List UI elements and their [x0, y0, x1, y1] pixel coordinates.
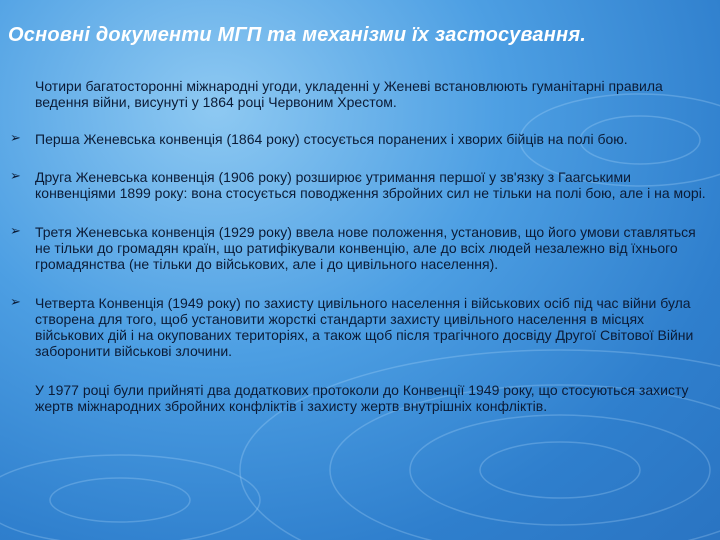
list-item-text: Перша Женевська конвенція (1864 року) стосується поранених і хворих бійців на полі бою. — [35, 131, 628, 147]
arrow-bullet-icon: ➢ — [10, 224, 21, 239]
list-item — [10, 224, 711, 272]
list-item-text: Четверта Конвенція (1949 року) по захисту цивільного населення і військових осіб під час війни була створена для того, щоб установити жорсткі стандарти захисту цивільного населення в місцях військових дій і на окупованих територіях, а також щоб після трагічного досвіду Другої Світової Війни заборонити військові злочини. — [35, 295, 694, 359]
slide-title: Основні документи МГП та механізми їх застосування. — [8, 24, 587, 46]
arrow-bullet-icon: ➢ — [10, 131, 21, 146]
slide-body — [0, 78, 720, 414]
intro-paragraph: Чотири багатосторонні міжнародні угоди, укладенні у Женеві встановлюють гуманітарні правила ведення війни, висунуті у 1864 році Червоним Хрестом. — [35, 78, 663, 110]
list-item-text: Третя Женевська конвенція (1929 року) ввела нове положення, установив, що його умови ставляться не тільки до громадян країн, що ратифікували конвенцію, але до всіх людей незалежно від їхнього громадянства (не тільки до військових, але і до цивільного населення). — [35, 224, 696, 272]
arrow-bullet-icon: ➢ — [10, 169, 21, 184]
list-item-text: Друга Женевська конвенція (1906 року) розширює утримання першої у зв'язку з Гаагськими конвенціями 1899 року: вона стосується поводження збройних сил не тільки на полі бою, але і на морі. — [35, 169, 706, 201]
list-item — [10, 295, 711, 359]
list-item — [10, 169, 711, 201]
arrow-bullet-icon: ➢ — [10, 295, 21, 310]
closing-paragraph: У 1977 році були прийняті два додаткових протоколи до Конвенції 1949 року, що стосуються захисту жертв міжнародних збройних конфліктів і захисту жертв внутрішніх конфліктів. — [35, 382, 689, 414]
list-item — [10, 131, 711, 147]
